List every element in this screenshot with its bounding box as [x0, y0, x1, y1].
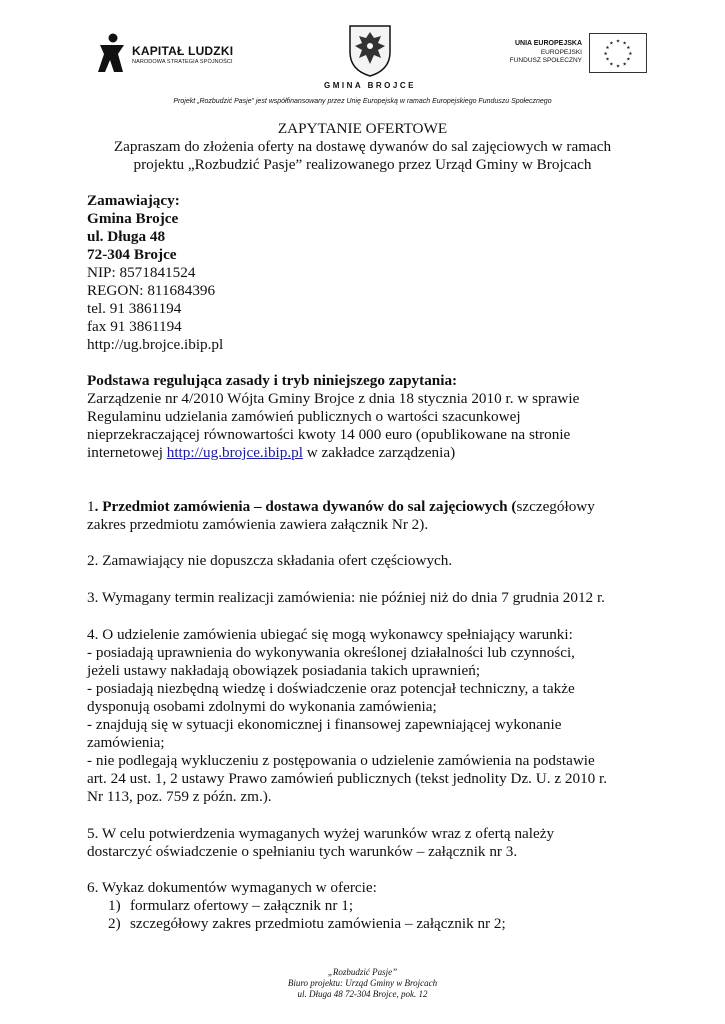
section-4-line: zamówienia;: [87, 734, 165, 751]
title-line-2: Zapraszam do złożenia oferty na dostawę dywanów do sal zajęciowych w ramach: [113, 138, 612, 155]
svg-text:★: ★: [609, 41, 614, 47]
svg-text:★: ★: [605, 57, 610, 63]
basis-line-4-suffix: w zakładce zarządzenia): [302, 444, 456, 461]
section-6-heading: 6. Wykaz dokumentów wymaganych w ofercie:: [87, 879, 377, 896]
svg-text:★: ★: [626, 57, 631, 63]
svg-text:★: ★: [603, 51, 608, 57]
kapital-ludzki-icon: [96, 32, 126, 74]
eu-line2: EUROPEJSKI: [540, 48, 582, 56]
title-line-3: projektu „Rozbudzić Pasje” realizowanego przez Urząd Gminy w Brojcach: [133, 156, 592, 173]
footer-line-1: „Rozbudzić Pasje”: [327, 967, 398, 977]
gmina-crest-icon: [345, 22, 395, 78]
project-note: Projekt „Rozbudzić Pasje” jest współfinansowany przez Unię Europejską w ramach Europejskiego Funduszu Społecznego: [173, 98, 552, 105]
kapital-ludzki-logo: [96, 32, 246, 74]
page-title: ZAPYTANIE OFERTOWE: [277, 120, 448, 137]
section-4-line: dysponują osobami zdolnymi do wykonania zamówienia;: [87, 698, 437, 715]
section-4-line: - znajdują się w sytuacji ekonomicznej i finansowej zapewniającej wykonanie: [87, 716, 562, 733]
title-block: [80, 120, 645, 174]
basis-heading: Podstawa regulująca zasady i tryb niniejszego zapytania:: [87, 372, 458, 389]
eu-line1: UNIA EUROPEJSKA: [514, 40, 582, 47]
basis-line-1: Zarządzenie nr 4/2010 Wójta Gminy Brojce z dnia 18 stycznia 2010 r. w sprawie: [87, 390, 580, 407]
contracting-www: http://ug.brojce.ibip.pl: [87, 336, 224, 353]
footer-line-2: Biuro projektu: Urząd Gminy w Brojcach: [287, 978, 438, 988]
svg-text:★: ★: [615, 64, 621, 70]
bip-link[interactable]: http://ug.brojce.ibip.pl: [166, 444, 303, 461]
section-1-line-1: [87, 498, 647, 516]
section-5-line: 5. W celu potwierdzenia wymaganych wyżej warunków wraz z ofertą należy: [87, 825, 555, 842]
svg-text:★: ★: [609, 62, 614, 68]
section-3: 3. Wymagany termin realizacji zamówienia: nie później niż do dnia 7 grudnia 2012 r.: [87, 589, 605, 606]
svg-text:★: ★: [622, 41, 627, 47]
contracting-name: Gmina Brojce: [87, 210, 179, 227]
contracting-street: ul. Długa 48: [87, 228, 166, 245]
contracting-label: Zamawiający:: [87, 192, 180, 209]
basis-line-3: nieprzekraczającej równowartości kwoty 14 000 euro (opublikowane na stronie: [87, 426, 571, 443]
list-item: formularz ofertowy – załącznik nr 1;: [130, 897, 354, 914]
contracting-fax: fax 91 3861194: [87, 318, 182, 335]
section-1-rest: szczegółowy: [516, 498, 595, 515]
list-item-number: 2): [108, 915, 121, 932]
svg-text:★: ★: [628, 51, 633, 57]
contracting-city: 72-304 Brojce: [87, 246, 177, 263]
contracting-tel: tel. 91 3861194: [87, 300, 182, 317]
basis-line-2: Regulaminu udzielania zamówień publicznych o wartości szacunkowej: [87, 408, 521, 425]
contracting-regon: REGON: 811684396: [87, 282, 216, 299]
basis-line-4-prefix: internetowej: [87, 444, 167, 461]
section-5-line: dostarczyć oświadczenie o spełnianiu tych warunków – załącznik nr 3.: [87, 843, 518, 860]
eu-flag-icon: [589, 33, 647, 73]
list-item: szczegółowy zakres przedmiotu zamówienia – załącznik nr 2;: [130, 915, 506, 932]
list-item-number: 1): [108, 897, 121, 914]
eu-text: [470, 40, 582, 66]
section-1-line-2: zakres przedmiotu zamówienia zawiera załącznik Nr 2).: [87, 516, 429, 533]
contracting-nip: NIP: 8571841524: [87, 264, 196, 281]
svg-text:★: ★: [615, 39, 621, 45]
eu-line3: FUNDUSZ SPOŁECZNY: [509, 57, 582, 64]
section-4-line: Nr 113, poz. 759 z późn. zm.).: [87, 788, 272, 805]
page-footer: [0, 967, 725, 1000]
footer-line-3: ul. Długa 48 72-304 Brojce, pok. 12: [297, 989, 428, 999]
section-4-line: jeżeli ustawy nakładają obowiązek posiadania takich uprawnień;: [87, 662, 481, 679]
section-4-line: 4. O udzielenie zamówienia ubiegać się mogą wykonawcy spełniający warunki:: [87, 626, 573, 643]
section-4-line: - nie podlegają wykluczeniu z postępowania o udzielenie zamówienia na podstawie: [87, 752, 595, 769]
svg-text:★: ★: [626, 46, 631, 52]
section-1-number: 1: [87, 498, 95, 515]
basis-line-4: [87, 444, 647, 462]
svg-text:★: ★: [622, 62, 627, 68]
kapital-ludzki-title: KAPITAŁ LUDZKI: [132, 44, 234, 58]
gmina-caption: GMINA BROJCE: [324, 81, 416, 90]
section-1-bold: . Przedmiot zamówienia – dostawa dywanów do sal zajęciowych (: [94, 498, 517, 515]
section-4-line: - posiadają uprawnienia do wykonywania określonej działalności lub czynności,: [87, 644, 575, 661]
svg-text:★: ★: [605, 46, 610, 52]
section-2: 2. Zamawiający nie dopuszcza składania ofert częściowych.: [87, 552, 453, 569]
kapital-ludzki-subtitle: NARODOWA STRATEGIA SPÓJNOŚCI: [132, 59, 233, 65]
section-4-line: - posiadają niezbędną wiedzę i doświadczenie oraz potencjał techniczny, a także: [87, 680, 575, 697]
section-4-line: art. 24 ust. 1, 2 ustawy Prawo zamówień publicznych (tekst jednolity Dz. U. z 2010 r.: [87, 770, 608, 787]
